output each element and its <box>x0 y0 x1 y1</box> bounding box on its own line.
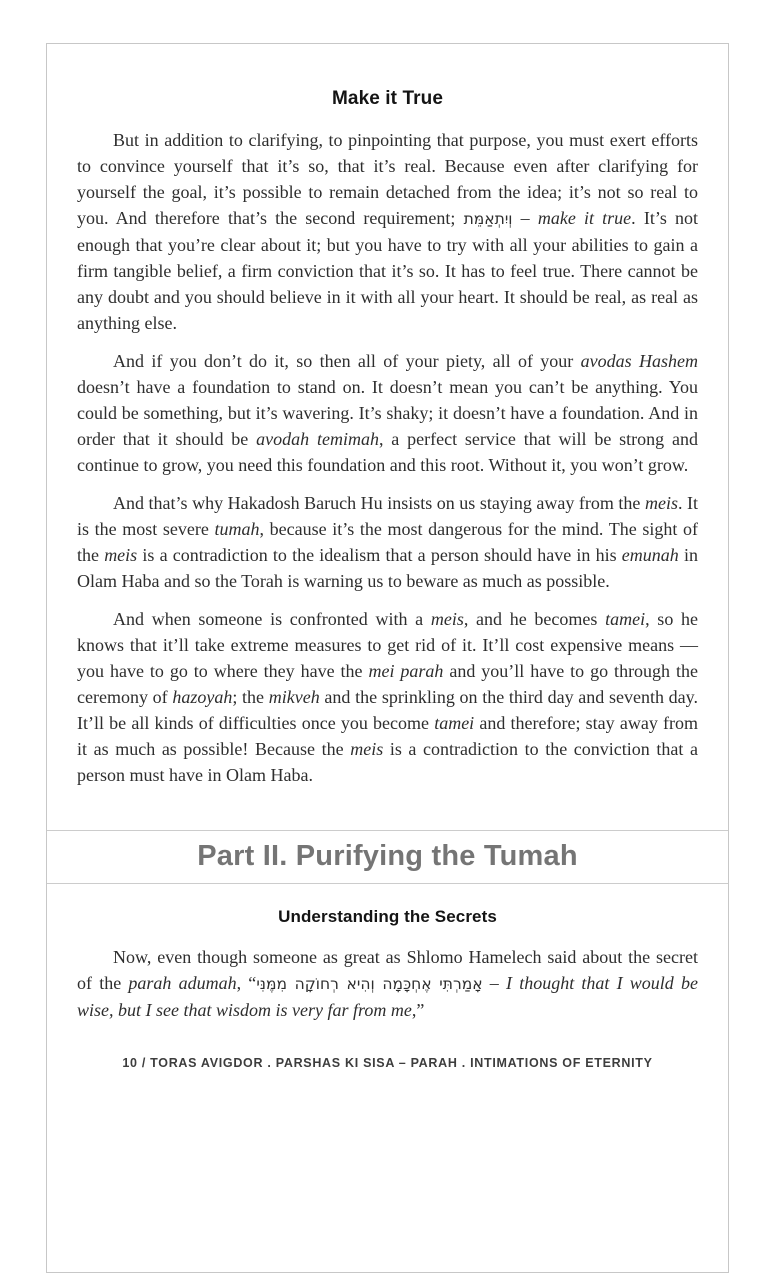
italic-text: meis <box>350 739 384 759</box>
text-run: And when someone is confronted with a <box>113 609 431 629</box>
italic-text: tumah <box>214 519 260 539</box>
part-title: Part II. Purifying the Tumah <box>197 840 578 872</box>
text-run: and you’ll have to go through the ceremony of <box>77 661 698 707</box>
italic-text: mei parah <box>368 661 444 681</box>
part-divider <box>47 830 728 884</box>
italic-text: tamei <box>434 713 475 733</box>
italic-text: avodah temimah <box>256 429 379 449</box>
italic-text: tamei <box>605 609 646 629</box>
italic-text: avodas Hashem <box>580 351 698 371</box>
heading-make-it-true: Make it True <box>331 88 444 109</box>
text-run: . It’s not enough that you’re clear about it; but you have to try with all your abilities to gain a firm tangible belief, a firm conviction that it’s so. It has to feel true. There cannot be any doubt and you should believe in it with all your heart. It should be real, as real as anything else. <box>77 208 699 333</box>
italic-text: meis <box>430 609 464 629</box>
text-run: , so he knows that it’ll take extreme measures to get rid of it. It’ll cost expensive means — you have to go to where they have the <box>77 609 699 681</box>
heading-understanding-the-secrets: Understanding the Secrets <box>278 907 497 926</box>
text-run: . It is the most severe <box>77 493 698 539</box>
text-run: – <box>482 973 506 993</box>
paragraph <box>77 606 698 788</box>
italic-text: I thought that I would be wise, but I see that wisdom is very far from me <box>77 973 698 1020</box>
text-run: And that’s why Hakadosh Baruch Hu insists on us staying away from the <box>113 493 645 513</box>
text-run: doesn’t have a foundation to stand on. It doesn’t mean you can’t be anything. You could be something, but it’s wavering. It’s shaky; it doesn’t have a foundation. And in order that it should be <box>77 377 698 449</box>
italic-text: mikveh <box>268 687 320 707</box>
text-run: And if you don’t do it, so then all of your piety, all of your <box>113 351 581 371</box>
text-run: is a contradiction to the conviction that a person must have in Olam Haba. <box>77 739 698 785</box>
document-page <box>46 43 729 1273</box>
text-run: Now, even though someone as great as Shlomo Hamelech said about the secret of the <box>77 947 698 993</box>
section-understanding-the-secrets <box>47 907 728 1023</box>
paragraph <box>77 127 698 336</box>
text-run: , because it’s the most dangerous for the mind. The sight of the <box>77 519 698 565</box>
text-run: is a contradiction to the idealism that a person should have in his <box>137 545 622 565</box>
text-run: ; the <box>232 687 269 707</box>
italic-text: parah adumah <box>128 973 237 993</box>
hebrew-text: וְיִתְאַמֵּת <box>463 210 513 228</box>
italic-text: emunah <box>621 545 679 565</box>
paragraph <box>77 944 698 1023</box>
text-run: – <box>512 208 538 228</box>
italic-text: hazoyah <box>172 687 233 707</box>
page-footer: 10 / TORAS AVIGDOR . PARSHAS KI SISA – PARAH . INTIMATIONS OF ETERNITY <box>122 1056 653 1070</box>
text-run: , a perfect service that will be strong and continue to grow, you need this foundation and this root. Without it, you won’t grow. <box>77 429 698 475</box>
section2-paragraphs <box>77 944 698 1023</box>
hebrew-text: אָמַרְתִּי אֶחְכָּמָה וְהִיא רְחוֹקָה מִמֶּנִּי <box>256 975 483 993</box>
text-run: and the sprinkling on the third day and seventh day. It’ll be all kinds of difficulties once you become <box>77 687 698 733</box>
paragraph <box>77 348 698 478</box>
italic-text: meis <box>104 545 138 565</box>
section1-paragraphs <box>77 127 698 788</box>
text-run: and therefore; stay away from it as much as possible! Because the <box>77 713 698 759</box>
text-run: ,” <box>411 1000 425 1020</box>
text-run: , “ <box>236 973 257 993</box>
italic-text: meis <box>644 493 678 513</box>
section-make-it-true <box>47 88 728 788</box>
text-run: , and he becomes <box>463 609 606 629</box>
paragraph <box>77 490 698 594</box>
italic-text: make it true <box>537 208 632 228</box>
text-run: in Olam Haba and so the Torah is warning us to beware as much as possible. <box>77 545 698 591</box>
text-run: But in addition to clarifying, to pinpointing that purpose, you must exert efforts to convince yourself that it’s so, that it’s real. Because even after clarifying for yourself the goal, it’s possible to remain detached from the idea; it’s not so real to you. And therefore that’s the second requirement; <box>77 130 698 228</box>
